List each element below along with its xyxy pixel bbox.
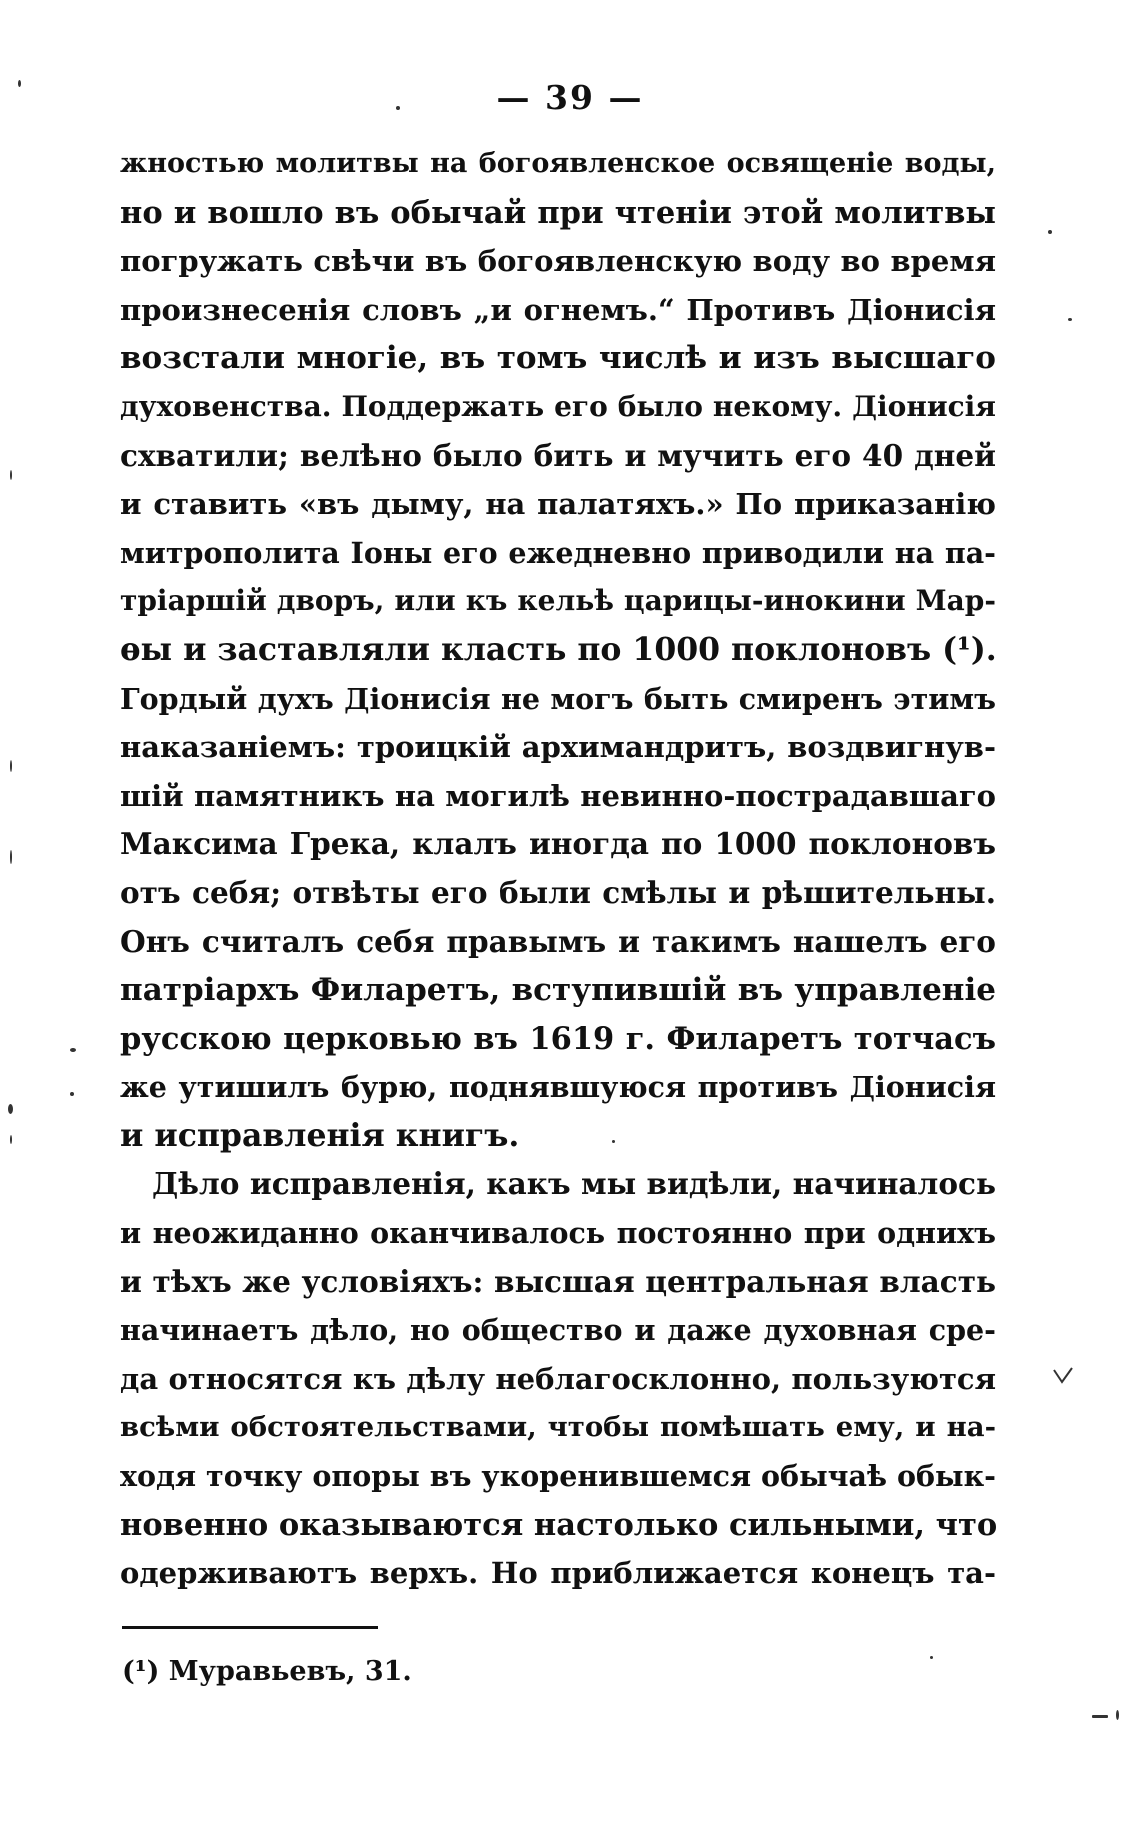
- scan-speck: [1116, 1710, 1119, 1720]
- scan-speck: [8, 1104, 13, 1114]
- footnote: (¹) Муравьевъ, 31.: [122, 1656, 412, 1687]
- text-line: произнесенія словъ „и огнемъ.“ Противъ Діонисія: [120, 292, 996, 327]
- text-line: одерживаютъ верхъ. Но приближается конецъ та-: [120, 1556, 996, 1591]
- scan-speck: [18, 80, 21, 87]
- text-line: и исправленія книгъ.: [120, 1116, 520, 1154]
- text-line: жностью молитвы на богоявленское освященіе воды,: [120, 148, 996, 179]
- text-line: же утишилъ бурю, поднявшуюся противъ Діонисія: [120, 1070, 996, 1105]
- footnote-divider: [122, 1626, 378, 1629]
- text-line: схватили; велѣно было бить и мучить его 40 дней: [120, 437, 996, 473]
- scan-speck: [10, 850, 12, 864]
- text-line: начинаетъ дѣло, но общество и даже духовная сре-: [120, 1313, 996, 1348]
- scan-speck: [1092, 1715, 1108, 1718]
- text-line: наказаніемъ: троицкій архимандритъ, воздвигнув-: [120, 730, 996, 765]
- text-line: всѣми обстоятельствами, чтобы помѣшать ему, и на-: [120, 1411, 996, 1444]
- text-line: и тѣхъ же условіяхъ: высшая центральная власть: [120, 1263, 996, 1299]
- text-line: патріархъ Филаретъ, вступившій въ управленіе: [120, 972, 996, 1009]
- scan-speck: [396, 106, 400, 110]
- text-line: но и вошло въ обычай при чтеніи этой молитвы: [120, 194, 996, 231]
- scan-speck: [70, 1048, 76, 1052]
- text-line: погружать свѣчи въ богоявленскую воду во время: [120, 244, 996, 279]
- text-line: тріаршій дворъ, или къ кельѣ царицы-инокини Мар-: [120, 584, 996, 618]
- text-line: и неожиданно оканчивалось постоянно при однихъ: [120, 1216, 996, 1251]
- text-line: отъ себя; отвѣты его были смѣлы и рѣшительны.: [120, 874, 996, 910]
- scan-speck: [10, 470, 12, 480]
- text-line: ѳы и заставляли класть по 1000 поклоновъ (¹).: [120, 630, 997, 668]
- text-line: ходя точку опоры въ укоренившемся обычаѣ обык-: [120, 1459, 996, 1494]
- text-line: Максима Грека, клалъ иногда по 1000 поклоновъ: [120, 826, 996, 862]
- scan-speck: [612, 1140, 615, 1143]
- text-line: русскою церковью въ 1619 г. Филаретъ тотчасъ: [120, 1020, 996, 1057]
- body-text: [120, 140, 996, 1598]
- text-line: духовенства. Поддержать его было некому. Діонисія: [120, 389, 996, 423]
- text-line: да относятся къ дѣлу неблагосклонно, пользуются: [120, 1361, 996, 1396]
- text-line: и ставить «въ дыму, на палатяхъ.» По приказанію: [120, 487, 996, 522]
- page-number: — 39 —: [496, 78, 644, 117]
- scan-speck: [10, 760, 12, 772]
- text-line: шій памятникъ на могилѣ невинно-пострадавшаго: [120, 778, 996, 813]
- text-line: митрополита Іоны его ежедневно приводили на па-: [120, 535, 996, 570]
- scan-speck: [70, 1092, 74, 1096]
- scan-speck: [930, 1656, 933, 1659]
- scan-speck: [1048, 230, 1052, 234]
- text-line: новенно оказываются настолько сильными, что: [120, 1506, 998, 1543]
- text-line: Гордый духъ Діонисія не могъ быть смиренъ этимъ: [120, 681, 996, 716]
- text-line: возстали многіе, въ томъ числѣ и изъ высшаго: [120, 340, 996, 377]
- scan-speck: [1068, 318, 1072, 321]
- text-line: Онъ считалъ себя правымъ и такимъ нашелъ его: [120, 923, 996, 959]
- text-line: Дѣло исправленія, какъ мы видѣли, начиналось: [152, 1166, 996, 1202]
- scan-speck: [10, 1135, 12, 1144]
- margin-check-mark: [1052, 1366, 1076, 1388]
